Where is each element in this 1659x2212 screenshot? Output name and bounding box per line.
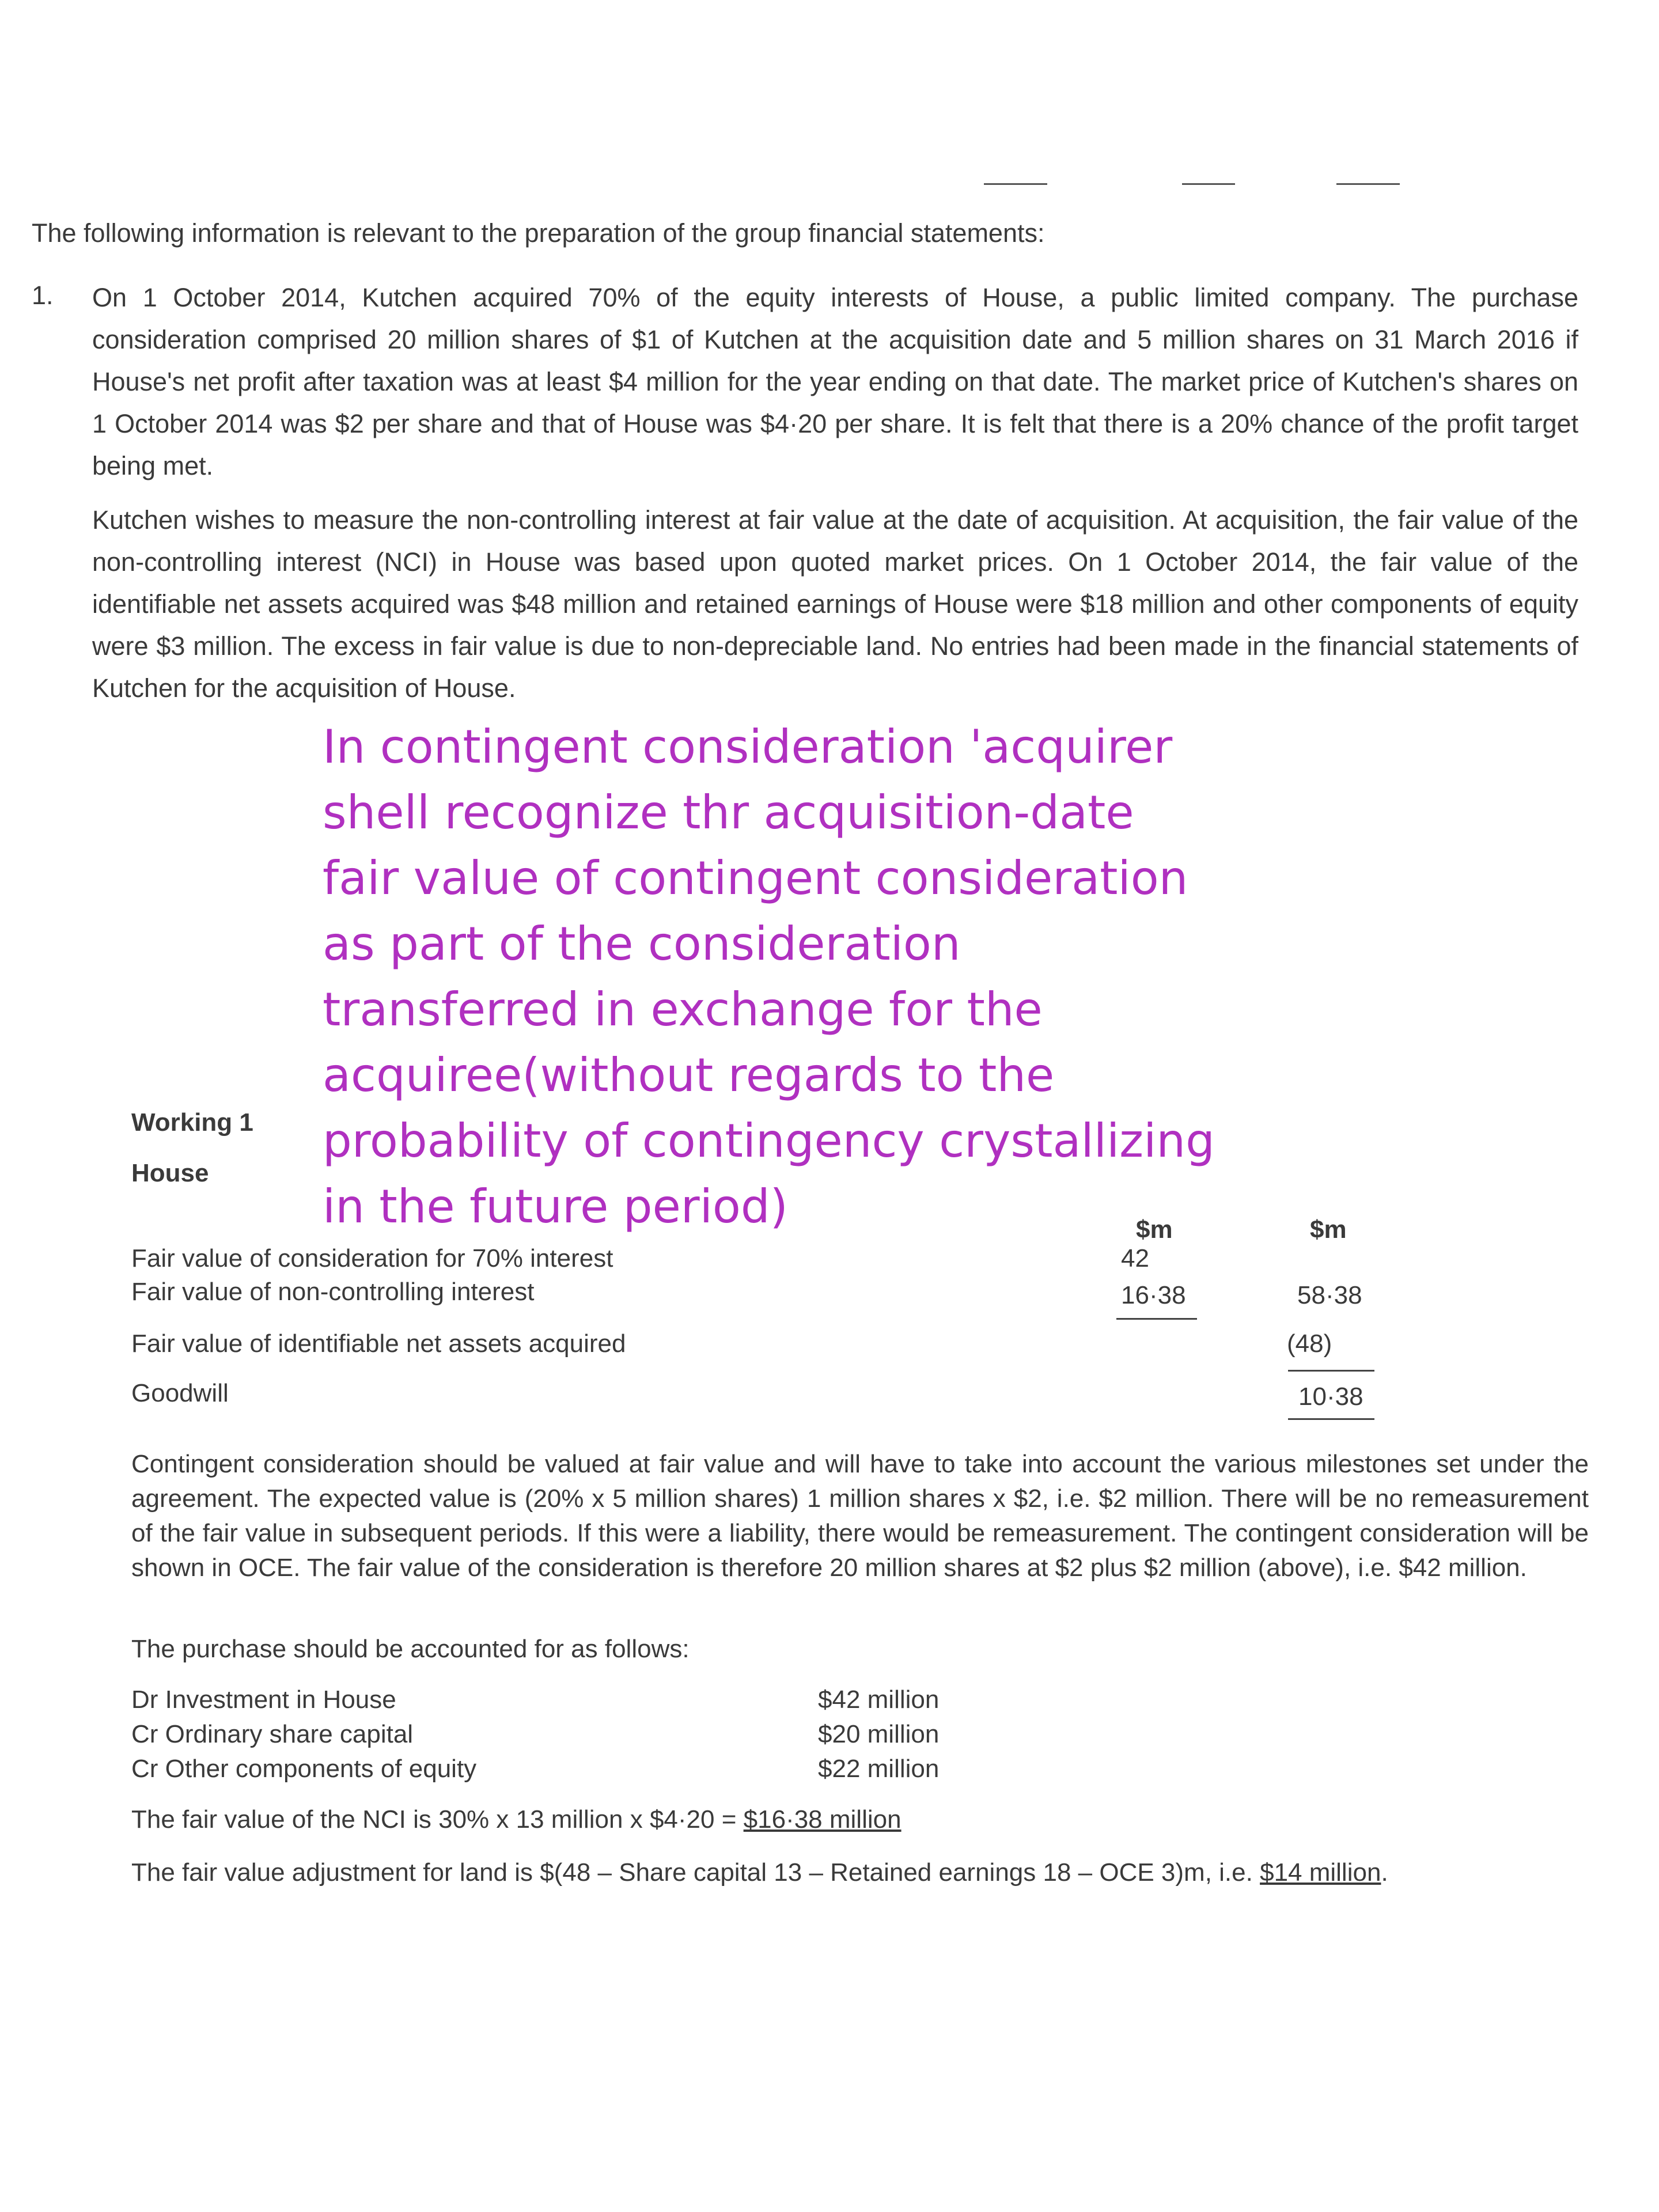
header-dash-2 <box>1182 183 1235 185</box>
working-row-col2: (48) <box>1287 1330 1332 1358</box>
paragraph-contingent: Contingent consideration should be valued at fair value and will have to take into account the various milestones set under the agreement. The expected value is (20% x 5 million shares) 1 million shares x $2, i.e. $2 million. There will be no remeasurement of the fair value in subsequent periods. If this were a liability, there would be remeasurement. The contingent consideration will be shown in OCE. The fair value of the consideration is therefore 20 million shares at $2 plus $2 million (above), i.e. $42 million. <box>131 1450 1589 1582</box>
working-row-label: Fair value of identifiable net assets acquired <box>131 1330 626 1358</box>
total-rule-bottom <box>1288 1418 1374 1420</box>
purchase-intro: The purchase should be accounted for as follows: <box>131 1635 690 1663</box>
paragraph-nci: Kutchen wishes to measure the non-controlling interest at fair value at the date of acquisition. At acquisition, the fair value of the non-controlling interest (NCI) in House was based upon quoted market prices. On 1 October 2014, the fair value of the identifiable net assets acquired was $48 million and retained earnings of House were $18 million and other components of equity were $3 million. The excess in fair value is due to non-depreciable land. No entries had been made in the financial statements of Kutchen for the acquisition of House. <box>92 505 1578 703</box>
header-dash-3 <box>1336 183 1400 185</box>
land-line <box>131 1856 1388 1889</box>
intro-text: The following information is relevant to the preparation of the group financial statements: <box>32 218 1045 248</box>
total-rule-top <box>1288 1370 1374 1372</box>
working-row-label: Goodwill <box>131 1379 229 1407</box>
working-row-col2: 10·38 <box>1298 1382 1363 1411</box>
nci-value: $16·38 million <box>743 1805 902 1834</box>
item-number: 1. <box>32 281 54 310</box>
paragraph-acquisition: On 1 October 2014, Kutchen acquired 70% of the equity interests of House, a public limited company. The purchase consideration comprised 20 million shares of $1 of Kutchen at the acquisition date and 5 million shares on 31 March 2016 if House's net profit after taxation was at least $4 million for the year ending on that date. The market price of Kutchen's shares on 1 October 2014 was $2 per share and that of House was $4·20 per share. It is felt that there is a 20% chance of the profit target being met. <box>92 283 1578 480</box>
handwritten-note: In contingent consideration 'acquirer shell recognize thr acquisition-date fair value of contingent consideration as part of the consideration transferred in exchange for the acquiree(without regards to the probability of contingency crystallizing in the future period) <box>323 720 1215 1233</box>
working-row-col1: 16·38 <box>1121 1281 1186 1309</box>
journal-label: Cr Ordinary share capital <box>131 1720 414 1748</box>
journal-label: Dr Investment in House <box>131 1685 396 1714</box>
journal-amount: $20 million <box>818 1720 940 1748</box>
land-end: . <box>1381 1858 1388 1887</box>
nci-line <box>131 1803 902 1836</box>
working-row-label: Fair value of consideration for 70% interest <box>131 1244 613 1272</box>
land-text: The fair value adjustment for land is $(48 – Share capital 13 – Retained earnings 18 – OCE 3)m, i.e. <box>131 1858 1253 1887</box>
working-subtitle: House <box>131 1159 209 1187</box>
working-row-col2: 58·38 <box>1297 1281 1362 1309</box>
journal-amount: $42 million <box>818 1685 940 1714</box>
working-row-label: Fair value of non-controlling interest <box>131 1278 535 1306</box>
journal-label: Cr Other components of equity <box>131 1755 477 1783</box>
working-row-col1: 42 <box>1121 1244 1149 1272</box>
col2-header: $m <box>1310 1215 1347 1244</box>
journal-amount: $22 million <box>818 1755 940 1783</box>
working-title: Working 1 <box>131 1108 253 1137</box>
col1-header: $m <box>1136 1215 1173 1244</box>
subtotal-rule <box>1116 1318 1197 1320</box>
header-dash-1 <box>984 183 1047 185</box>
nci-text: The fair value of the NCI is 30% x 13 million x $4·20 = <box>131 1805 737 1834</box>
land-value: $14 million <box>1260 1858 1381 1887</box>
